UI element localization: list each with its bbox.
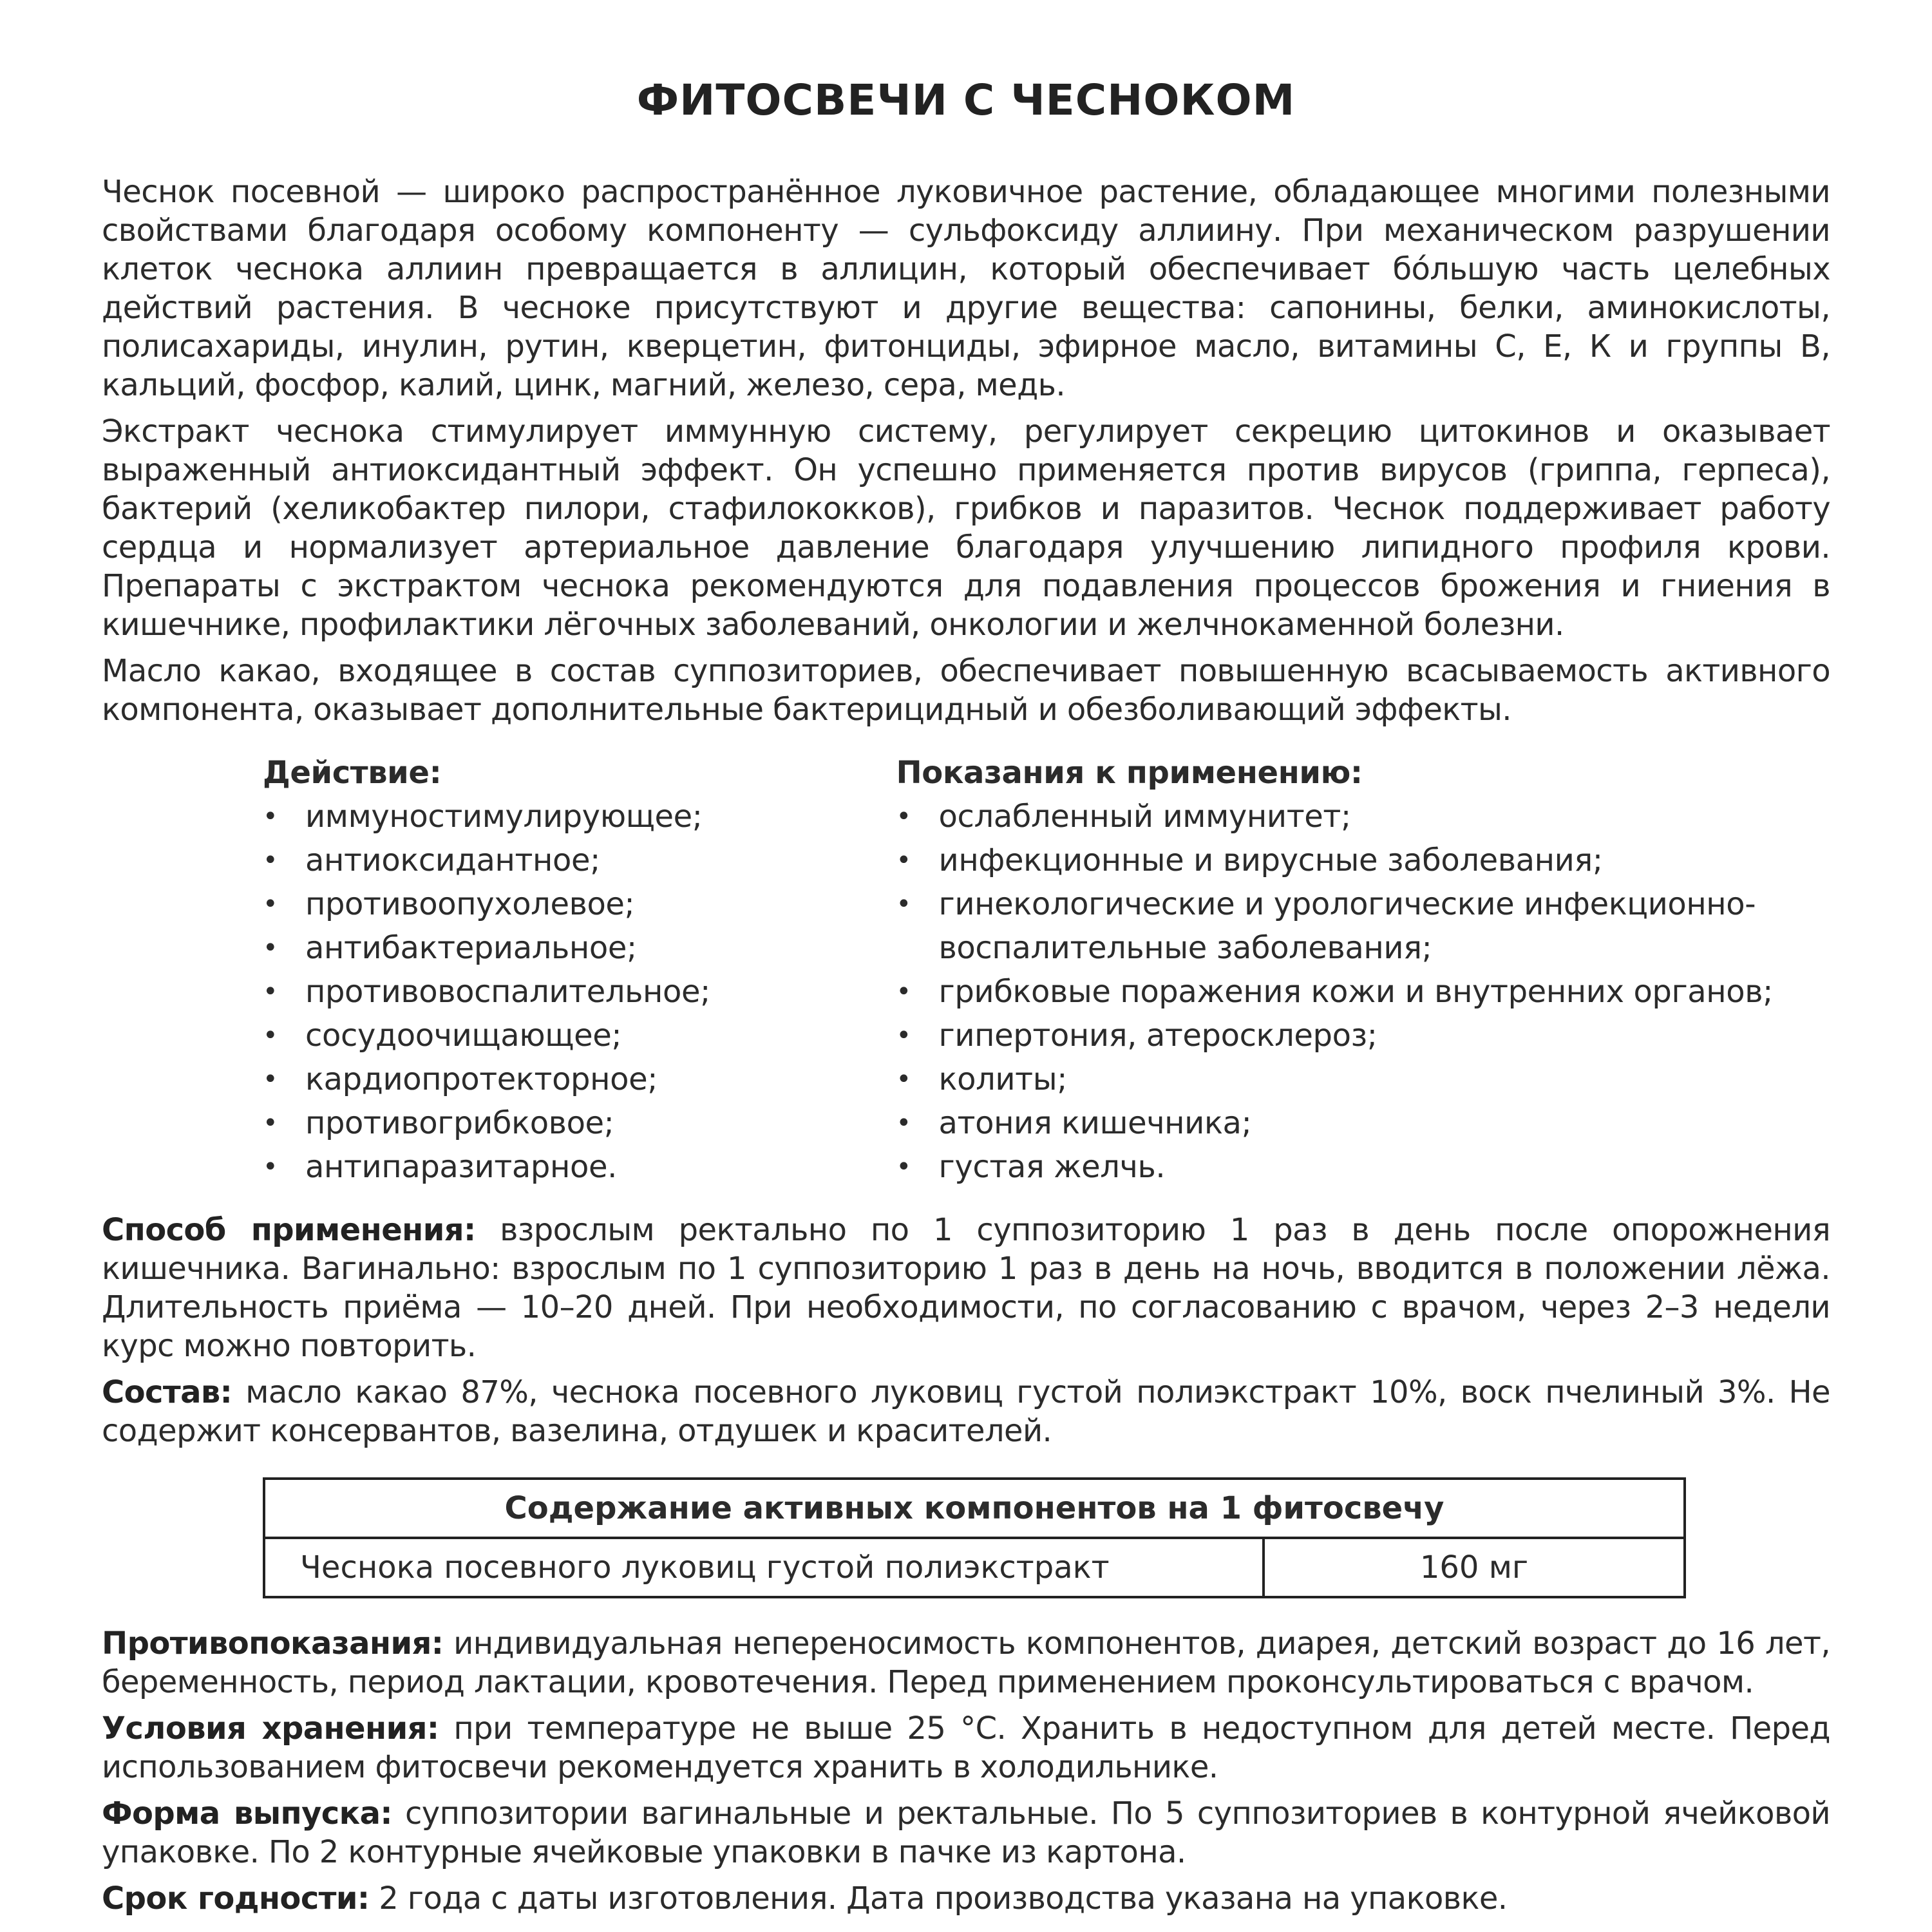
- indication-item: • грибковые поражения кожи и внутренних органов;: [896, 970, 1830, 1014]
- usage-text: взрослым ректально по 1 суппозиторию 1 раз в день после опорожнения кишечника. Вагинально: взрослым по 1 суппозиторию 1 раз в день на ночь, вводится в положении лёжа. Длительность приёма — 10–20 дней. При необходимости, по согласованию с врачом, через 2–3 недели курс можно повторить.: [102, 1212, 1830, 1364]
- details-section: [102, 1624, 1830, 1918]
- indication-item: • колиты;: [896, 1057, 1830, 1101]
- form-label: Форма выпуска:: [102, 1795, 393, 1832]
- indication-item: • ослабленный иммунитет;: [896, 795, 1830, 838]
- indication-item: • гипертония, атеросклероз;: [896, 1014, 1830, 1057]
- action-heading: Действие:: [263, 755, 442, 791]
- storage-paragraph: [102, 1709, 1830, 1786]
- composition-text: масло какао 87%, чеснока посевного луковиц густой полиэкстракт 10%, воск пчелиный 3%. Не содержит консервантов, вазелина, отдушек и красителей.: [102, 1374, 1830, 1449]
- shelf-life-label: Срок годности:: [102, 1880, 370, 1917]
- indication-item: • густая желчь.: [896, 1145, 1830, 1189]
- action-item: • противогрибковое;: [263, 1101, 896, 1145]
- contraindications-label: Противопоказания:: [102, 1625, 444, 1662]
- indications-column: [896, 751, 1830, 1189]
- usage-label: Способ применения:: [102, 1212, 476, 1248]
- action-item: • кардиопротекторное;: [263, 1057, 896, 1101]
- action-list: [263, 795, 896, 1189]
- component-name-cell: Чеснока посевного луковиц густой полиэкстракт: [264, 1538, 1264, 1597]
- action-item: • антипаразитарное.: [263, 1145, 896, 1189]
- storage-text: при температуре не выше 25 °С. Хранить в недоступном для детей месте. Перед использованием фитосвечи рекомендуется хранить в холодильнике.: [102, 1710, 1830, 1785]
- form-paragraph: [102, 1794, 1830, 1871]
- action-item: • иммуностимулирующее;: [263, 795, 896, 838]
- intro-section: [102, 173, 1830, 729]
- shelf-life-text: 2 года с даты изготовления. Дата производства указана на упаковке.: [379, 1880, 1508, 1917]
- action-item: • противоопухолевое;: [263, 882, 896, 926]
- intro-paragraph-2: Экстракт чеснока стимулирует иммунную систему, регулирует секрецию цитокинов и оказывает выраженный антиоксидантный эффект. Он успешно применяется против вирусов (гриппа, герпеса), бактерий (хеликобактер пилори, стафилококков), грибков и паразитов. Чеснок поддерживает работу сердца и нормализует артериальное давление благодаря улучшению липидного профиля крови. Препараты с экстрактом чеснока рекомендуются для подавления процессов брожения и гниения в кишечнике, профилактики лёгочных заболеваний, онкологии и желчнокаменной болезни.: [102, 413, 1830, 643]
- intro-paragraph-1: Чеснок посевной — широко распространённое луковичное растение, обладающее многими полезными свойствами благодаря особому компоненту — сульфоксиду аллиину. При механическом разрушении клеток чеснока аллиин превращается в аллицин, который обеспечивает бóльшую часть целебных действий растения. В чесноке присутствуют и другие вещества: сапонины, белки, аминокислоты, полисахариды, инулин, рутин, кверцетин, фитонциды, эфирное масло, витамины С, Е, К и группы В, кальций, фосфор, калий, цинк, магний, железо, сера, медь.: [102, 174, 1830, 403]
- composition-label: Состав:: [102, 1374, 232, 1410]
- page-title: ФИТОСВЕЧИ С ЧЕСНОКОМ: [636, 75, 1296, 125]
- form-text: суппозитории вагинальные и ректальные. По 5 суппозиториев в контурной ячейковой упаковке. По 2 контурные ячейковые упаковки в пачке из картона.: [102, 1795, 1830, 1870]
- indication-item: • инфекционные и вирусные заболевания;: [896, 838, 1830, 882]
- table-header-row: [264, 1479, 1685, 1538]
- component-value-cell: 160 мг: [1264, 1538, 1685, 1597]
- two-column-lists: [263, 751, 1830, 1189]
- active-components-table: [263, 1477, 1686, 1598]
- action-item: • сосудоочищающее;: [263, 1014, 896, 1057]
- contraindications-paragraph: [102, 1624, 1830, 1701]
- indication-item: • гинекологические и урологические инфекционно-воспалительные заболевания;: [896, 882, 1830, 970]
- indications-list: [896, 795, 1830, 1189]
- table-row: [264, 1538, 1685, 1597]
- usage-paragraph: [102, 1211, 1830, 1365]
- action-item: • антиоксидантное;: [263, 838, 896, 882]
- contraindications-text: индивидуальная непереносимость компонентов, диарея, детский возраст до 16 лет, беременность, период лактации, кровотечения. Перед применением проконсультироваться с врачом.: [102, 1625, 1830, 1700]
- action-item: • антибактериальное;: [263, 926, 896, 970]
- indications-heading: Показания к применению:: [896, 755, 1363, 791]
- indication-item: • атония кишечника;: [896, 1101, 1830, 1145]
- storage-label: Условия хранения:: [102, 1710, 439, 1747]
- intro-paragraph-3: Масло какао, входящее в состав суппозиториев, обеспечивает повышенную всасываемость активного компонента, оказывает дополнительные бактерицидный и обезболивающий эффекты.: [102, 653, 1830, 728]
- composition-paragraph: [102, 1373, 1830, 1450]
- shelf-life-paragraph: [102, 1879, 1830, 1918]
- table-header: Содержание активных компонентов на 1 фитосвечу: [264, 1479, 1685, 1538]
- action-item: • противовоспалительное;: [263, 970, 896, 1014]
- usage-composition-section: [102, 1211, 1830, 1450]
- action-column: [263, 751, 896, 1189]
